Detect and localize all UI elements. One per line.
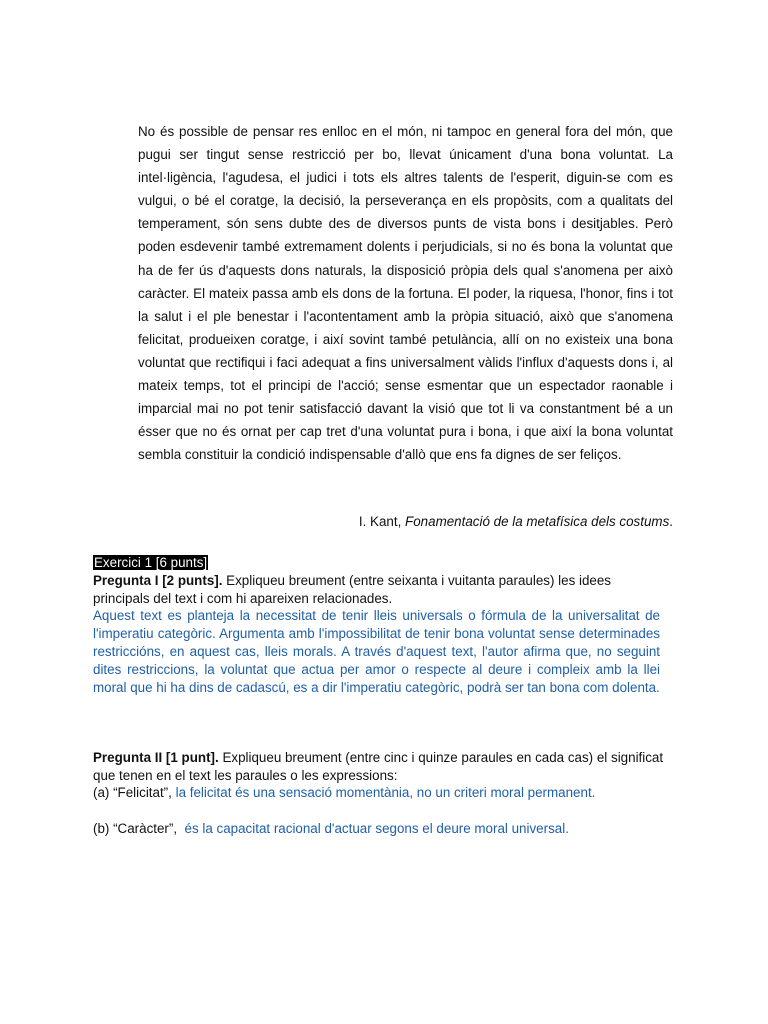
item-a-prefix: (a) “Felicitat”, — [93, 785, 172, 800]
question-2-item-b — [93, 820, 569, 838]
question-2-label: Pregunta II [1 punt]. — [93, 750, 219, 765]
kant-quote — [138, 120, 673, 466]
question-1 — [93, 572, 668, 608]
quote-paragraph: No és possible de pensar res enlloc en el món, ni tampoc en general fora del món, que pugui ser tingut sense restricció per bo, llevat únicament d'una bona voluntat. La intel·ligència, l'agudesa, el judici i tots els altres talents de l'esperit, diguin-se com es vulgui, o bé el coratge, la decisió, la perseverança en els propòsits, com a qualitats del temperament, són sens dubte des de diversos punts de vista bons i desitjables. Però poden esdevenir també extremament dolents i perjudicials, si no és bona la voluntat que ha de fer ús d'aquests dons naturals, la disposició pròpia dels qual s'anomena per això caràcter. El mateix passa amb els dons de la fortuna. El poder, la riquesa, l'honor, fins i tot la salut i el ple benestar i l'acontentament amb la pròpia situació, això que s'anomena felicitat, produeixen coratge, i així sovint també petulància, allí on no existeix una bona voluntat que rectifiqui i faci adequat a fins universalment vàlids l'influx d'aquests dons i, al mateix temps, tot el principi de l'acció; sense esmentar que un espectador raonable i imparcial mai no pot tenir satisfacció davant la visió que tot li va constantment bé a un ésser que no és ornat per cap tret d'una voluntat pura i bona, i que així la bona voluntat sembla constituir la condició indispensable d'allò que ens fa dignes de ser feliços. — [138, 124, 673, 463]
question-1-answer — [93, 607, 660, 697]
exercise-header: Exercici 1 [6 punts] — [94, 555, 208, 570]
attribution-author: I. Kant, — [358, 514, 406, 529]
attribution-work-title: Fonamentació de la metafísica dels costums — [405, 514, 670, 529]
question-2-prompt: Expliqueu breument (entre cinc i quinze paraules en cada cas) el significat que tenen en el text les paraules o les expressions: — [93, 750, 664, 783]
question-1-answer-text: Aquest text es planteja la necessitat de tenir lleis universals o fórmula de la universalitat de l'imperatiu categòric. Argumenta amb l'impossibilitat de tenir bona voluntat sense determinades restriccións, en aquest cas, lleis morals. A través d'aquest text, l'autor afirma que, no seguint dites restriccions, la voluntat que actua per amor o respecte al deure i compleix amb la llei moral que hi ha dins de cadascú, es a dir l'imperatiu categòric, podrà ser tan bona com dolenta. — [93, 608, 660, 695]
item-a-answer: la felicitat és una sensació momentània, no un criteri moral permanent. — [171, 785, 596, 800]
attribution-period: . — [669, 514, 673, 529]
question-2 — [93, 749, 668, 785]
quote-attribution — [359, 512, 673, 532]
question-2-item-a — [93, 784, 595, 802]
question-1-label: Pregunta I [2 punts]. — [93, 573, 223, 588]
item-b-answer: és la capacitat racional d'actuar segons el deure moral universal. — [177, 821, 569, 836]
question-1-prompt: Expliqueu breument (entre seixanta i vuitanta paraules) les idees principals del text i com hi apareixen relacionades. — [93, 573, 612, 606]
item-b-prefix: (b) “Caràcter”, — [93, 821, 178, 836]
